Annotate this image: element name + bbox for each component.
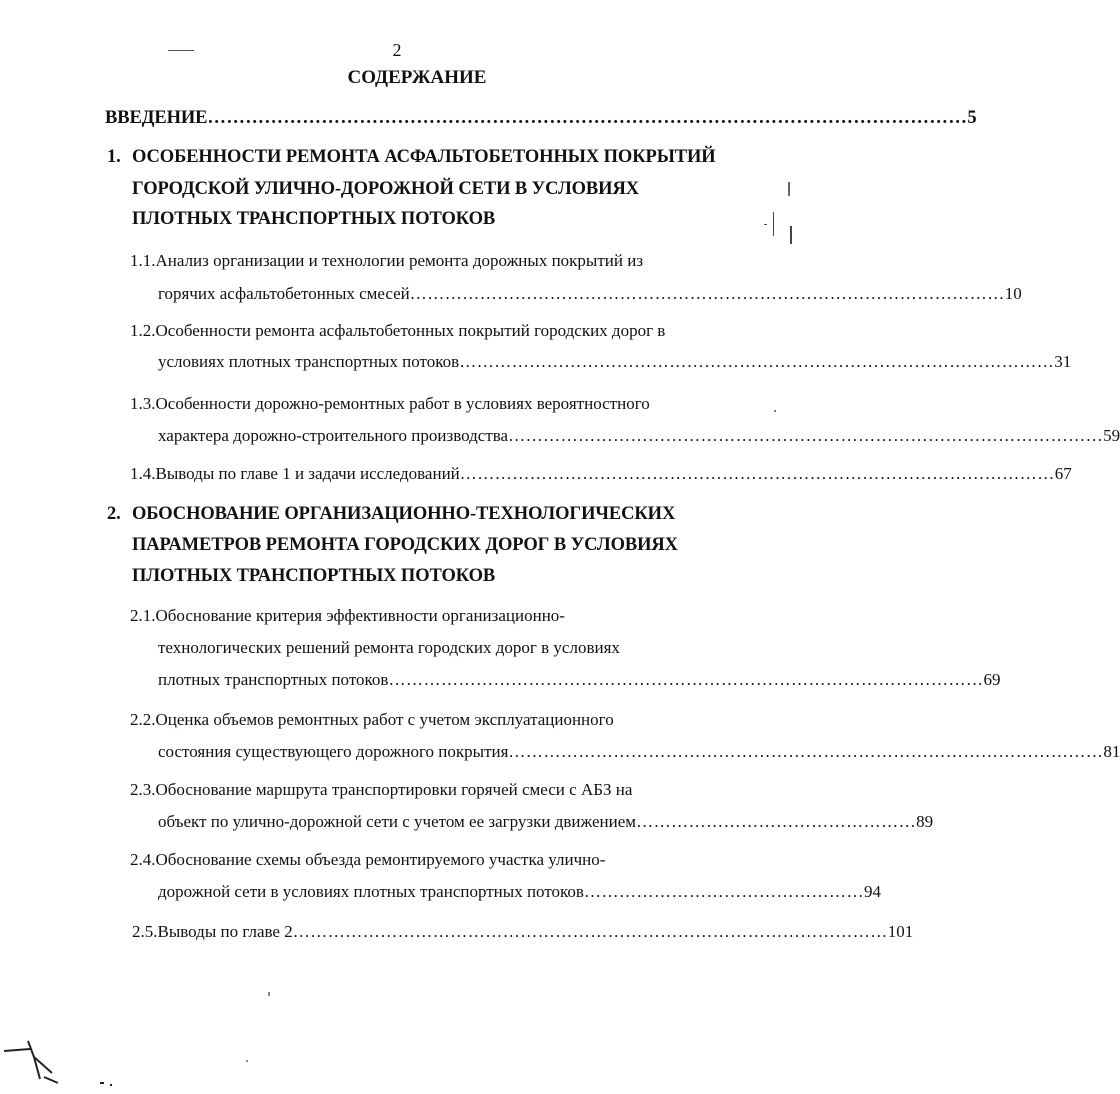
toc-entry-label: объект по улично-дорожной сети с учетом ее загрузки движением	[158, 812, 637, 831]
toc-page-number: 59	[1103, 426, 1120, 445]
toc-entry-label: 2.5.Выводы по главе 2	[132, 922, 293, 941]
chapter-1-number: 1.	[107, 147, 121, 167]
leader-dots: …………………………………………………………………………………………	[459, 352, 1055, 371]
toc-page-number: 5	[967, 108, 977, 128]
leader-dots: …………………………………………	[636, 812, 917, 831]
leader-dots: …………………………………………………………………………………………	[409, 284, 1005, 303]
leader-dots: …………………………………………………………………………………………………………	[207, 108, 968, 128]
toc-entry-label: условиях плотных транспортных потоков	[158, 352, 460, 371]
toc-entry-label: 1.4.Выводы по главе 1 и задачи исследований	[130, 464, 460, 483]
toc-entry-1-3[interactable]	[158, 426, 1120, 446]
scan-scribble-bottom-left	[0, 1035, 120, 1094]
scan-speck-1	[774, 410, 776, 412]
chapter-1-title-line-2[interactable]: ГОРОДСКОЙ УЛИЧНО-ДОРОЖНОЙ СЕТИ В УСЛОВИЯХ	[132, 179, 639, 199]
toc-page-number: 67	[1054, 464, 1072, 483]
leader-dots: …………………………………………………………………………………………	[508, 426, 1104, 445]
toc-entry-2-4[interactable]	[158, 882, 881, 902]
toc-entry-label: горячих асфальтобетонных смесей	[158, 284, 410, 303]
toc-entry-label: ВВЕДЕНИЕ	[105, 108, 208, 128]
scan-mark-right-4	[764, 224, 767, 225]
toc-entry-1-2[interactable]	[158, 352, 1072, 372]
chapter-2-title-line-3[interactable]: ПЛОТНЫХ ТРАНСПОРТНЫХ ПОТОКОВ	[132, 566, 496, 586]
toc-page-number: 31	[1054, 352, 1072, 371]
toc-page-number: 89	[916, 812, 934, 831]
toc-entry-2-2[interactable]	[158, 742, 1120, 762]
scan-speck-3	[246, 1060, 248, 1062]
toc-entry-label: состояния существующего дорожного покрытия	[158, 742, 509, 761]
leader-dots: …………………………………………………………………………………………	[459, 464, 1055, 483]
leader-dots: …………………………………………	[583, 882, 864, 901]
toc-entry-2-1-line-2[interactable]: технологических решений ремонта городских дорог в условиях	[158, 638, 620, 657]
toc-page-number: 81	[1103, 742, 1120, 761]
toc-entry-1-4[interactable]	[130, 464, 1072, 484]
toc-entry-label: дорожной сети в условиях плотных транспортных потоков	[158, 882, 584, 901]
page-number: 2	[392, 40, 402, 60]
page-title: СОДЕРЖАНИЕ	[347, 67, 487, 88]
toc-entry-2-2-line-1[interactable]: 2.2.Оценка объемов ремонтных работ с учетом эксплуатационного	[130, 710, 614, 729]
toc-entry-2-1-line-1[interactable]: 2.1.Обоснование критерия эффективности организационно-	[130, 606, 565, 625]
toc-entry-2-4-line-1[interactable]: 2.4.Обоснование схемы объезда ремонтируемого участка улично-	[130, 850, 606, 869]
chapter-2-title-line-2[interactable]: ПАРАМЕТРОВ РЕМОНТА ГОРОДСКИХ ДОРОГ В УСЛОВИЯХ	[132, 535, 678, 555]
toc-page-number: 10	[1004, 284, 1022, 303]
scan-mark-right-2	[773, 212, 774, 236]
toc-entry-2-5[interactable]	[132, 922, 914, 942]
toc-entry-1-1[interactable]	[158, 284, 1022, 304]
scan-mark-right-3	[790, 226, 792, 244]
leader-dots: …………………………………………………………………………………………	[292, 922, 888, 941]
leader-dots: …………………………………………………………………………………………	[508, 742, 1104, 761]
toc-entry-2-1[interactable]	[158, 670, 1001, 690]
toc-page-number: 101	[887, 922, 914, 941]
toc-entry-1-3-line-1[interactable]: 1.3.Особенности дорожно-ремонтных работ в условиях вероятностного	[130, 394, 650, 413]
toc-entry-2-3-line-1[interactable]: 2.3.Обоснование маршрута транспортировки горячей смеси с АБЗ на	[130, 780, 633, 799]
toc-entry-label: плотных транспортных потоков	[158, 670, 389, 689]
toc-entry-1-1-line-1[interactable]: 1.1.Анализ организации и технологии ремонта дорожных покрытий из	[130, 251, 644, 270]
toc-page-number: 94	[863, 882, 881, 901]
chapter-1-title-line-1[interactable]: ОСОБЕННОСТИ РЕМОНТА АСФАЛЬТОБЕТОННЫХ ПОКРЫТИЙ	[132, 147, 716, 167]
toc-entry-2-3[interactable]	[158, 812, 934, 832]
toc-entry-introduction[interactable]	[105, 108, 977, 129]
leader-dots: …………………………………………………………………………………………	[388, 670, 984, 689]
chapter-2-number: 2.	[107, 504, 121, 524]
toc-page-number: 69	[983, 670, 1001, 689]
chapter-1-title-line-3[interactable]: ПЛОТНЫХ ТРАНСПОРТНЫХ ПОТОКОВ	[132, 209, 496, 229]
chapter-2-title-line-1[interactable]: ОБОСНОВАНИЕ ОРГАНИЗАЦИОННО-ТЕХНОЛОГИЧЕСКИХ	[132, 504, 676, 524]
scan-mark-right-1	[788, 182, 790, 196]
scan-speck-2	[268, 992, 270, 996]
toc-entry-1-2-line-1[interactable]: 1.2.Особенности ремонта асфальтобетонных покрытий городских дорог в	[130, 321, 666, 340]
scan-mark-top-left	[168, 50, 194, 51]
toc-entry-label: характера дорожно-строительного производства	[158, 426, 509, 445]
